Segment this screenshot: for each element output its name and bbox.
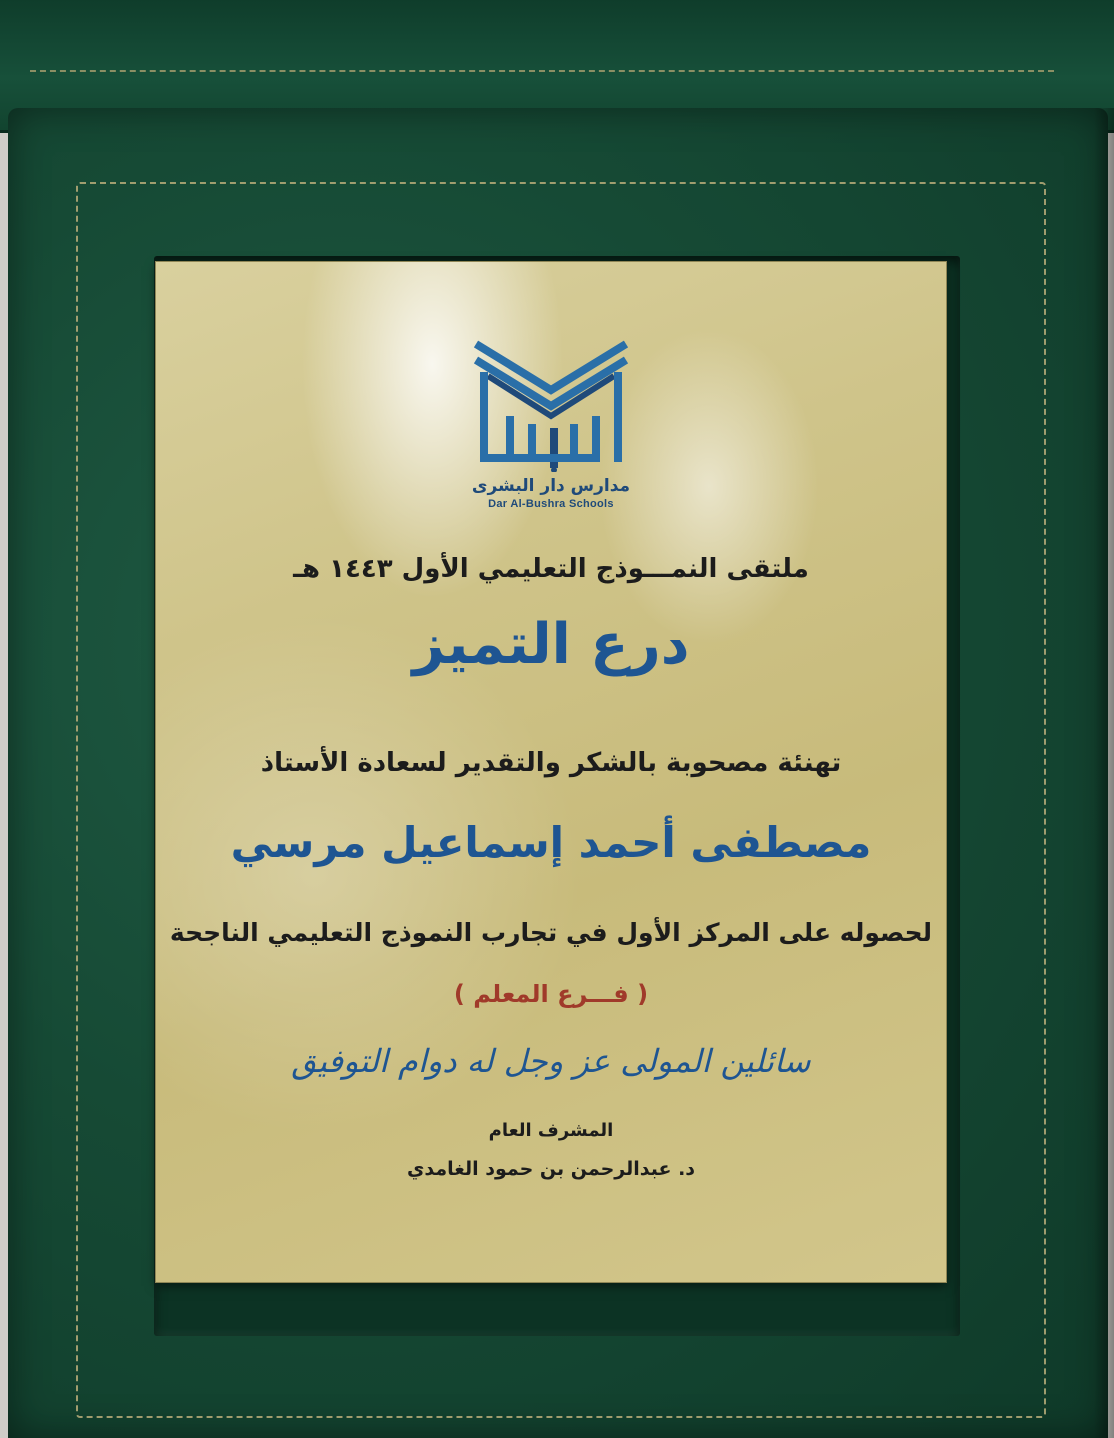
school-logo bbox=[466, 332, 636, 532]
congrats-line: تهنئة مصحوبة بالشكر والتقدير لسعادة الأستاذ bbox=[260, 748, 842, 778]
recipient-name: مصطفى أحمد إسماعيل مرسي bbox=[230, 818, 872, 867]
supervisor-title: المشرف العام bbox=[488, 1120, 614, 1141]
supervisor-name: د. عبدالرحمن بن حمود الغامدي bbox=[406, 1158, 696, 1180]
logo-english-name: Dar Al-Bushra Schools bbox=[488, 498, 614, 510]
logo-arabic-name: مدارس دار البشرى bbox=[471, 476, 631, 496]
flap-stitching bbox=[30, 70, 1054, 72]
reason-line: لحصوله على المركز الأول في تجارب النموذج التعليمي الناجحة bbox=[169, 918, 933, 947]
frame-edge-shadow bbox=[1094, 108, 1114, 1438]
branch-line: ( فـــرع المعلم ) bbox=[453, 980, 649, 1008]
forum-line: ملتقى النمـــوذج التعليمي الأول ١٤٤٣ هـ bbox=[293, 554, 809, 584]
wish-line: سائلين المولى عز وجل له دوام التوفيق bbox=[291, 1042, 811, 1080]
gold-plaque bbox=[156, 262, 946, 1282]
award-title: درع التميز bbox=[412, 612, 690, 677]
open-book-logo-icon bbox=[466, 332, 636, 472]
